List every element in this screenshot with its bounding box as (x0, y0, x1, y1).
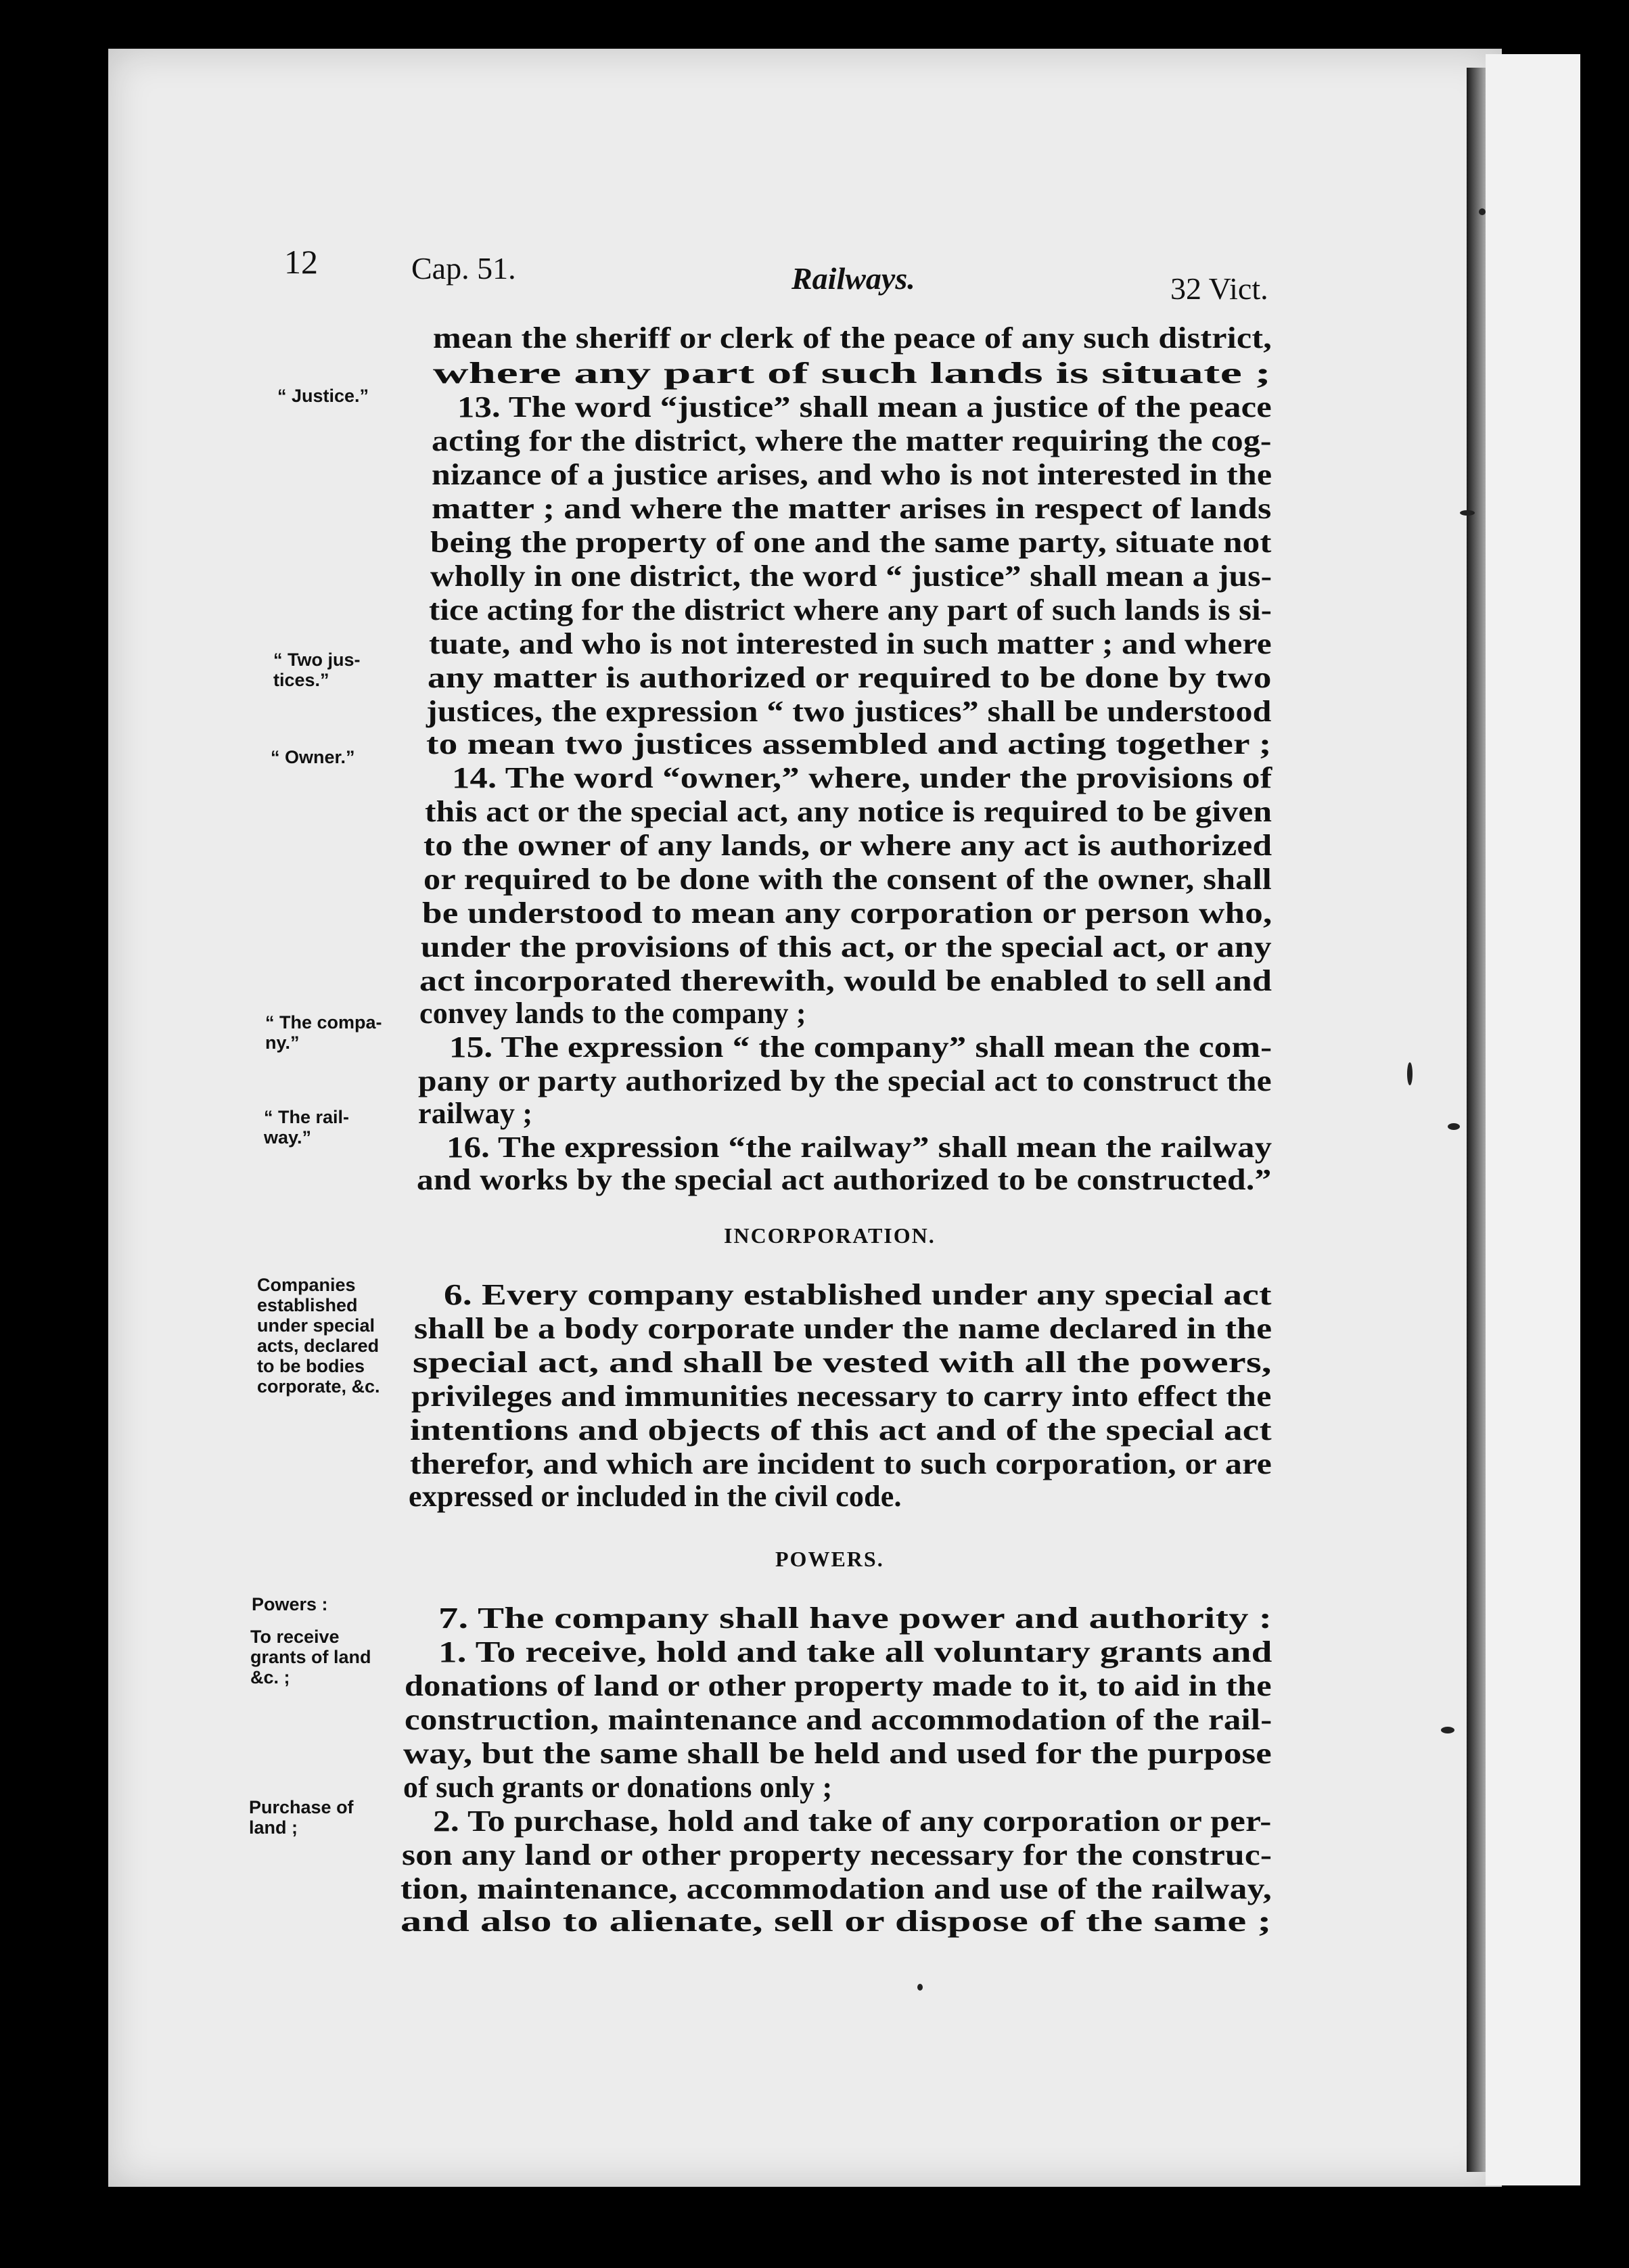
body-line: of such grants or donations only ; (403, 1771, 833, 1804)
body-line: way, but the same shall be held and used for the purpose (403, 1737, 1272, 1770)
body-line: 14. The word “owner,” where, under the provisions of (452, 761, 1272, 794)
body-line: 13. The word “justice” shall mean a justice of the peace (457, 390, 1272, 424)
margin-note-two-justices: “ Two jus- tices.” (273, 650, 361, 690)
body-line: acting for the district, where the matter requiring the cog- (432, 424, 1272, 457)
body-line: this act or the special act, any notice is required to be given (425, 795, 1272, 828)
body-line: to mean two justices assembled and acting together ; (426, 727, 1272, 761)
regnal-year: 32 Vict. (1170, 271, 1268, 306)
scan-speck (1448, 1123, 1460, 1130)
facing-page-edge (1486, 54, 1580, 2185)
body-line: tuate, and who is not interested in such matter ; and where (429, 627, 1272, 660)
page-number: 12 (284, 243, 318, 281)
body-line: any matter is authorized or required to be done by two (428, 661, 1272, 694)
scan-speck (1460, 510, 1475, 516)
body-line: expressed or included in the civil code. (409, 1480, 902, 1513)
margin-note-owner: “ Owner.” (271, 747, 355, 767)
body-line: act incorporated therewith, would be enabled to sell and (419, 964, 1272, 997)
body-line: 7. The company shall have power and authority : (438, 1602, 1272, 1635)
body-line: where any part of such lands is situate ; (433, 357, 1272, 390)
chapter-number: Cap. 51. (411, 251, 516, 286)
margin-note-companies-established: Companies established under special acts, declared to be bodies corporate, &c. (257, 1275, 380, 1397)
margin-note-the-company: “ The compa- ny.” (265, 1012, 382, 1053)
body-line: to the owner of any lands, or where any act is authorized (423, 829, 1272, 862)
body-line: matter ; and where the matter arises in respect of lands (432, 492, 1272, 525)
body-line: 15. The expression “ the company” shall mean the com- (449, 1030, 1272, 1064)
body-line: under the provisions of this act, or the special act, or any (421, 930, 1272, 963)
body-line: justices, the expression “ two justices” shall be understood (426, 695, 1272, 728)
body-line: being the property of one and the same party, situate not (430, 526, 1272, 559)
body-line: convey lands to the company ; (419, 997, 806, 1030)
body-line: nizance of a justice arises, and who is not interested in the (432, 458, 1272, 491)
body-line: 16. The expression “the railway” shall mean the railway (446, 1131, 1272, 1164)
body-line: 6. Every company established under any special act (444, 1278, 1272, 1311)
scan-speck (1479, 208, 1486, 215)
body-line: special act, and shall be vested with all the powers, (413, 1346, 1272, 1379)
body-line: and works by the special act authorized to be constructed.” (417, 1163, 1272, 1196)
section-heading-powers: POWERS. (775, 1547, 884, 1571)
body-line: 2. To purchase, hold and take of any corporation or per- (433, 1805, 1272, 1838)
margin-note-purchase-of-land: Purchase of land ; (249, 1797, 354, 1838)
body-line: donations of land or other property made to it, to aid in the (405, 1669, 1272, 1702)
body-line: and also to alienate, sell or dispose of the same ; (400, 1905, 1272, 1938)
margin-note-receive-grants: To receive grants of land &c. ; (250, 1627, 371, 1687)
body-line: construction, maintenance and accommodation of the rail- (405, 1703, 1272, 1736)
page-gutter (1467, 68, 1486, 2172)
body-line: shall be a body corporate under the name declared in the (414, 1312, 1272, 1345)
body-line: privileges and immunities necessary to carry into effect the (411, 1380, 1272, 1413)
body-line: therefor, and which are incident to such corporation, or are (410, 1447, 1272, 1480)
body-line: intentions and objects of this act and of the special act (410, 1413, 1272, 1447)
body-line: or required to be done with the consent of the owner, shall (423, 863, 1272, 896)
body-line: pany or party authorized by the special act to construct the (418, 1064, 1272, 1097)
body-line: railway ; (418, 1097, 533, 1130)
running-title: Railways. (791, 261, 915, 296)
body-line: tion, maintenance, accommodation and use of the railway, (400, 1872, 1272, 1905)
body-line: tice acting for the district where any part of such lands is si- (429, 593, 1272, 627)
scan-speck (1441, 1727, 1454, 1733)
body-line: mean the sheriff or clerk of the peace of any such district, (433, 321, 1272, 355)
body-line: son any land or other property necessary for the construc- (402, 1838, 1272, 1872)
margin-note-the-railway: “ The rail- way.” (264, 1107, 350, 1148)
scan-speck (1407, 1062, 1413, 1085)
margin-note-powers: Powers : (252, 1594, 328, 1614)
body-line: wholly in one district, the word “ justice” shall mean a jus- (430, 560, 1272, 593)
scan-speck (917, 1984, 923, 1991)
section-heading-incorporation: INCORPORATION. (724, 1223, 936, 1248)
margin-note-justice: “ Justice.” (277, 386, 369, 406)
body-line: 1. To receive, hold and take all voluntary grants and (438, 1635, 1272, 1669)
body-line: be understood to mean any corporation or person who, (422, 897, 1272, 930)
